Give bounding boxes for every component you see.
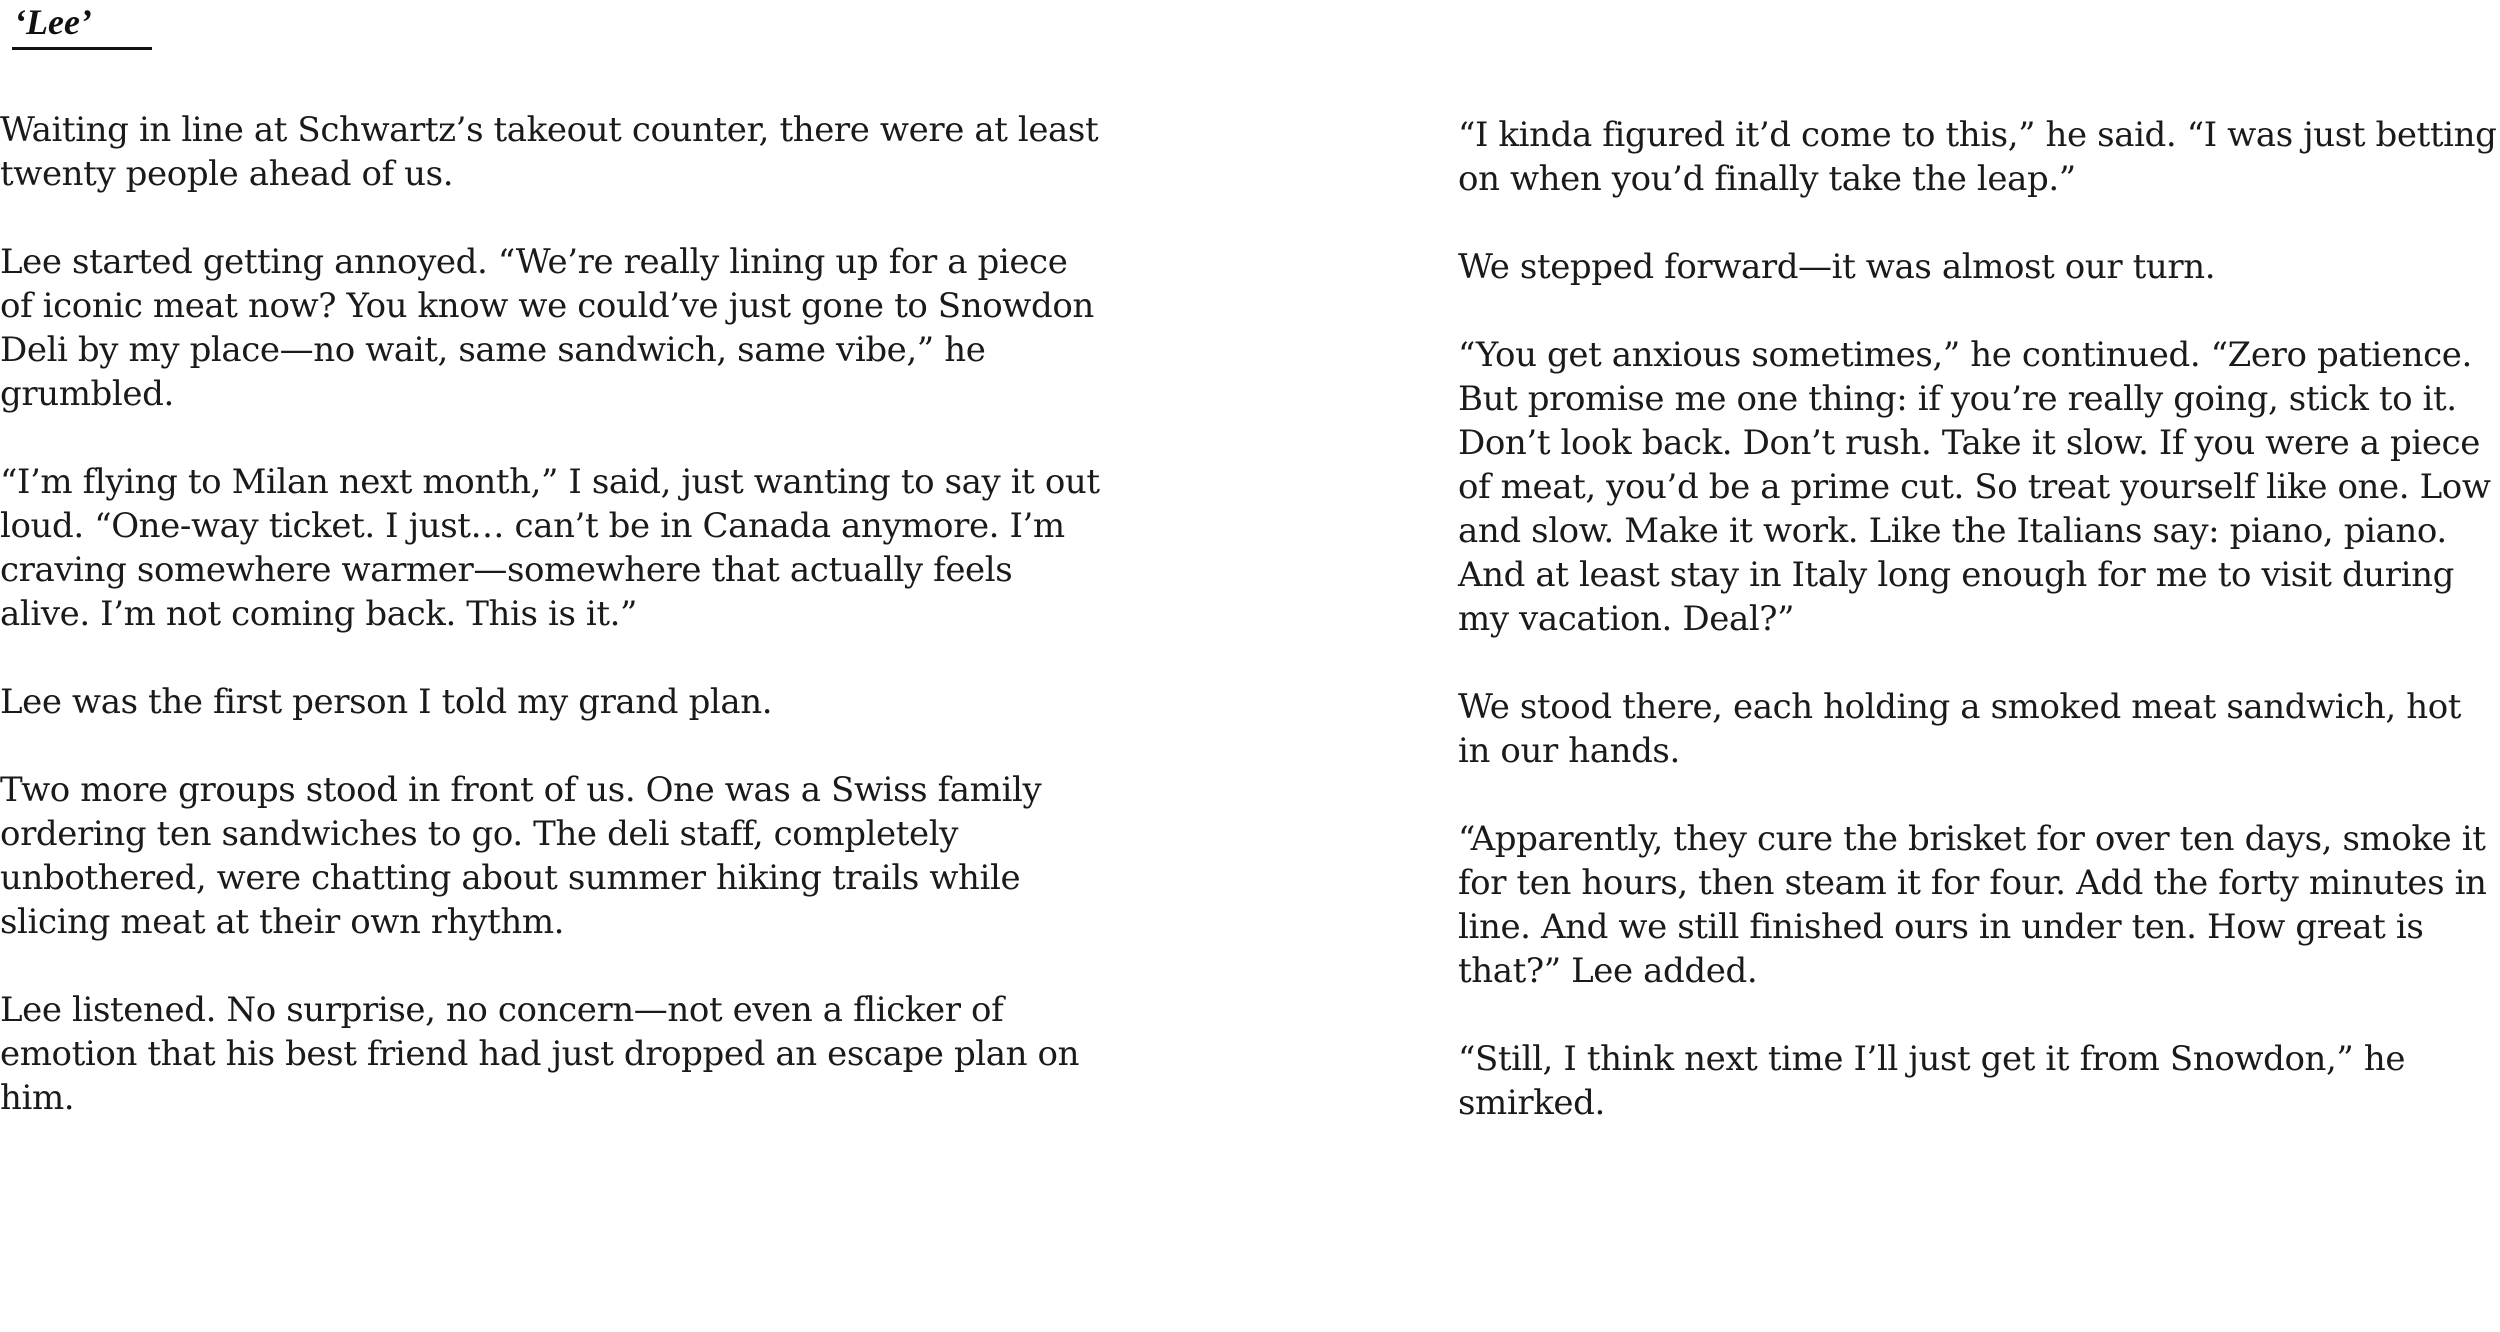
paragraph: Lee listened. No surprise, no concern—not even a flicker of emotion that his best friend had just dropped an escape plan on him.	[0, 990, 1080, 1118]
right-column	[1458, 113, 2500, 1169]
paragraph: We stood there, each holding a smoked meat sandwich, hot in our hands.	[1458, 687, 2462, 771]
chapter-title-text: ‘Lee’	[14, 2, 92, 42]
paragraph: Two more groups stood in front of us. One was a Swiss family ordering ten sandwiches to go. The deli staff, completely unbothered, were chatting about summer hiking trails while slicing meat at their own rhythm.	[0, 770, 1042, 942]
chapter-title	[12, 0, 152, 52]
paragraph: Lee started getting annoyed. “We’re really lining up for a piece of iconic meat now? You know we could’ve just gone to Snowdon Deli by my place—no wait, same sandwich, same vibe,” he grumbled.	[0, 242, 1094, 414]
paragraph: “You get anxious sometimes,” he continued. “Zero patience. But promise me one thing: if you’re really going, stick to it. Don’t look back. Don’t rush. Take it slow. If you were a piece of meat, you’d be a prime cut. So treat yourself like one. Low and slow. Make it work. Like the Italians say: piano, piano. And at least stay in Italy long enough for me to visit during my vacation. Deal?”	[1458, 335, 2491, 639]
paragraph: “Apparently, they cure the brisket for over ten days, smoke it for ten hours, then steam it for four. Add the forty minutes in line. And we still finished ours in under ten. How great is that?” Lee added.	[1458, 819, 2487, 991]
paragraph: “I kinda figured it’d come to this,” he said. “I was just betting on when you’d finally take the leap.”	[1458, 115, 2497, 199]
paragraph: Waiting in line at Schwartz’s takeout counter, there were at least twenty people ahead of us.	[0, 110, 1099, 194]
title-underline	[12, 47, 152, 50]
paragraph: Lee was the first person I told my grand plan.	[0, 682, 773, 722]
paragraph: We stepped forward—it was almost our turn.	[1458, 247, 2216, 287]
paragraph: “Still, I think next time I’ll just get it from Snowdon,” he smirked.	[1458, 1039, 2406, 1123]
paragraph: “I’m flying to Milan next month,” I said, just wanting to say it out loud. “One-way ticket. I just… can’t be in Canada anymore. I’m craving somewhere warmer—somewhere that actually feels alive. I’m not coming back. This is it.”	[0, 462, 1100, 634]
left-column	[0, 108, 1100, 1164]
